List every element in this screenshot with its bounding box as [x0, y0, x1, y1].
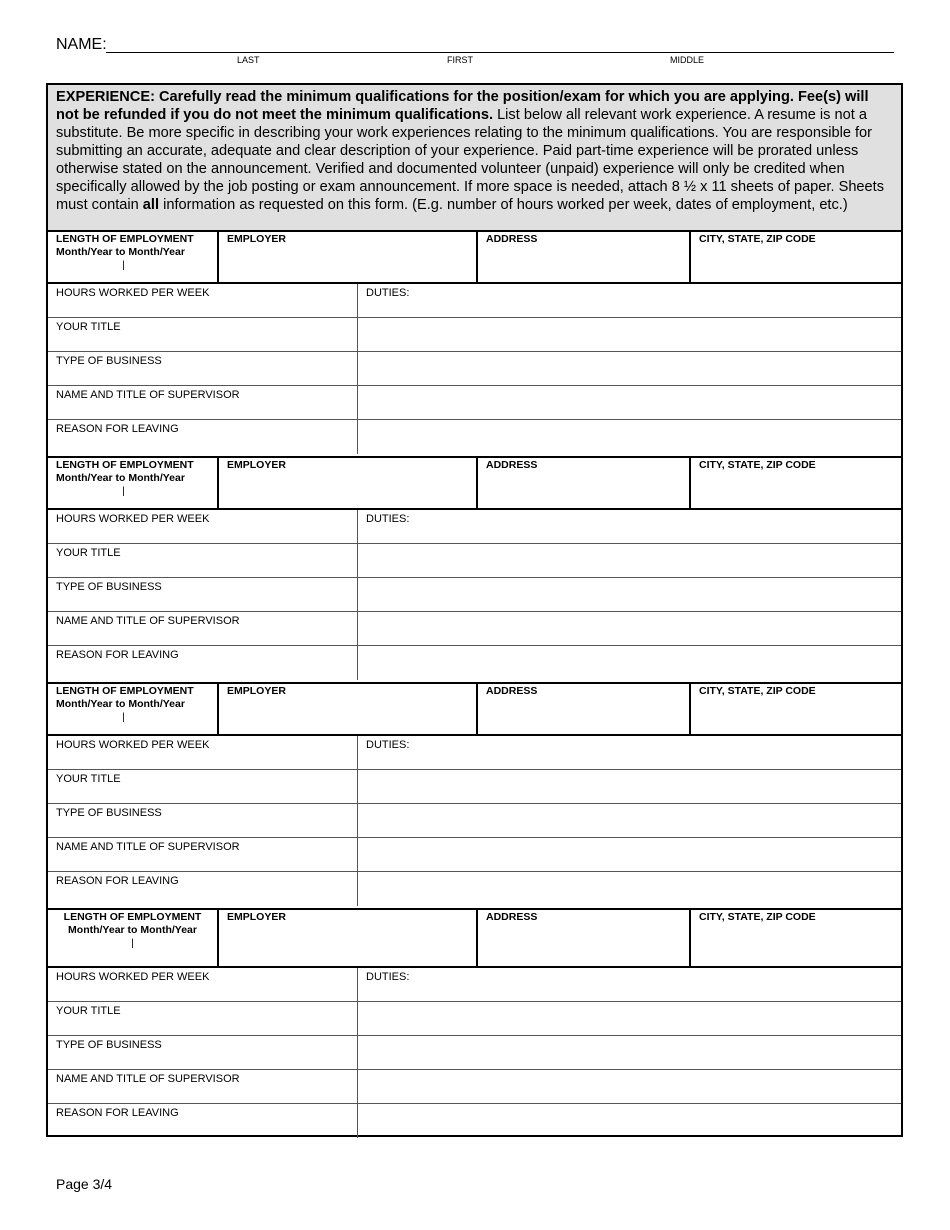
business-cell[interactable]: [48, 352, 357, 385]
address-label: ADDRESS: [486, 685, 538, 697]
title-label: YOUR TITLE: [56, 1005, 121, 1017]
duties-continuation[interactable]: [357, 872, 901, 906]
length-label: LENGTH OF EMPLOYMENT: [56, 233, 194, 245]
employer-label: EMPLOYER: [227, 459, 286, 471]
supervisor-cell[interactable]: [48, 838, 357, 871]
business-row: [48, 352, 901, 386]
supervisor-label: NAME AND TITLE OF SUPERVISOR: [56, 615, 240, 627]
city-state-zip-cell[interactable]: [689, 684, 901, 734]
duties-continuation[interactable]: [357, 420, 901, 454]
address-cell[interactable]: [476, 684, 689, 734]
hours-cell[interactable]: [48, 736, 357, 769]
business-label: TYPE OF BUSINESS: [56, 1039, 162, 1051]
duties-continuation[interactable]: [357, 804, 901, 837]
length-label: LENGTH OF EMPLOYMENT: [63, 911, 202, 923]
duties-continuation[interactable]: [357, 544, 901, 577]
employer-cell[interactable]: [217, 910, 476, 966]
address-cell[interactable]: [476, 232, 689, 282]
business-row: [48, 578, 901, 612]
supervisor-row: [48, 386, 901, 420]
reason-label: REASON FOR LEAVING: [56, 1107, 179, 1119]
instructions-bold-1: EXPERIENCE: Carefully read the minimum qualifications for the position/exam for which you are applying. Fee(s) will not be refunded if you do not meet the minimum qualifications.: [56, 89, 869, 123]
length-of-employment-cell[interactable]: [48, 232, 217, 282]
duties-label: DUTIES:: [366, 739, 410, 751]
title-label: YOUR TITLE: [56, 321, 121, 333]
business-cell[interactable]: [48, 1036, 357, 1069]
title-cell[interactable]: [48, 318, 357, 351]
length-label: LENGTH OF EMPLOYMENT: [56, 459, 194, 471]
supervisor-cell[interactable]: [48, 386, 357, 419]
name-input-line[interactable]: [106, 52, 894, 53]
duties-cell[interactable]: [357, 510, 901, 543]
duties-continuation[interactable]: [357, 578, 901, 611]
hours-cell[interactable]: [48, 510, 357, 543]
reason-label: REASON FOR LEAVING: [56, 423, 179, 435]
instructions-text-2: information as requested on this form. (E.g. number of hours worked per week, dates of employment, etc.): [159, 197, 848, 213]
business-cell[interactable]: [48, 578, 357, 611]
business-label: TYPE OF BUSINESS: [56, 807, 162, 819]
month-year-label: Month/Year to Month/Year: [56, 698, 185, 710]
reason-cell[interactable]: [48, 646, 357, 680]
hours-duties-row: [48, 284, 901, 318]
duties-continuation[interactable]: [357, 318, 901, 351]
section-header: [48, 456, 901, 510]
duties-continuation[interactable]: [357, 1002, 901, 1035]
supervisor-cell[interactable]: [48, 612, 357, 645]
reason-row: [48, 1104, 901, 1138]
duties-continuation[interactable]: [357, 1036, 901, 1069]
address-label: ADDRESS: [486, 233, 538, 245]
page-number: Page 3/4: [56, 1176, 113, 1192]
length-of-employment-cell[interactable]: [48, 910, 217, 966]
duties-continuation[interactable]: [357, 1070, 901, 1103]
supervisor-label: NAME AND TITLE OF SUPERVISOR: [56, 1073, 240, 1085]
employer-cell[interactable]: [217, 684, 476, 734]
duties-continuation[interactable]: [357, 646, 901, 680]
month-year-label: Month/Year to Month/Year: [68, 924, 197, 936]
hours-label: HOURS WORKED PER WEEK: [56, 739, 210, 751]
city-state-zip-cell[interactable]: [689, 910, 901, 966]
hours-label: HOURS WORKED PER WEEK: [56, 287, 210, 299]
address-label: ADDRESS: [486, 459, 538, 471]
length-of-employment-cell[interactable]: [48, 684, 217, 734]
supervisor-row: [48, 1070, 901, 1104]
hours-label: HOURS WORKED PER WEEK: [56, 971, 210, 983]
reason-row: [48, 646, 901, 680]
length-separator: |: [122, 485, 125, 497]
city-state-zip-label: CITY, STATE, ZIP CODE: [699, 459, 816, 471]
address-cell[interactable]: [476, 458, 689, 508]
employer-label: EMPLOYER: [227, 233, 286, 245]
duties-continuation[interactable]: [357, 1104, 901, 1138]
length-separator: |: [122, 711, 125, 723]
hours-label: HOURS WORKED PER WEEK: [56, 513, 210, 525]
duties-continuation[interactable]: [357, 770, 901, 803]
city-state-zip-label: CITY, STATE, ZIP CODE: [699, 685, 816, 697]
business-row: [48, 1036, 901, 1070]
title-row: [48, 770, 901, 804]
city-state-zip-cell[interactable]: [689, 232, 901, 282]
month-year-label: Month/Year to Month/Year: [56, 246, 185, 258]
reason-cell[interactable]: [48, 872, 357, 906]
name-row: [56, 36, 894, 58]
employer-cell[interactable]: [217, 232, 476, 282]
section-header: [48, 682, 901, 736]
city-state-zip-label: CITY, STATE, ZIP CODE: [699, 911, 816, 923]
duties-continuation[interactable]: [357, 838, 901, 871]
instructions-bold-2: all: [142, 197, 160, 213]
supervisor-label: NAME AND TITLE OF SUPERVISOR: [56, 389, 240, 401]
duties-cell[interactable]: [357, 284, 901, 317]
title-label: YOUR TITLE: [56, 547, 121, 559]
first-label: FIRST: [447, 55, 473, 65]
supervisor-label: NAME AND TITLE OF SUPERVISOR: [56, 841, 240, 853]
title-cell[interactable]: [48, 1002, 357, 1035]
length-separator: |: [131, 937, 134, 949]
section-header: [48, 230, 901, 284]
address-label: ADDRESS: [486, 911, 538, 923]
experience-form: [46, 83, 903, 1137]
duties-label: DUTIES:: [366, 513, 410, 525]
title-row: [48, 1002, 901, 1036]
hours-cell[interactable]: [48, 284, 357, 317]
supervisor-row: [48, 612, 901, 646]
supervisor-row: [48, 838, 901, 872]
reason-label: REASON FOR LEAVING: [56, 875, 179, 887]
hours-duties-row: [48, 736, 901, 770]
length-separator: |: [122, 259, 125, 271]
duties-continuation[interactable]: [357, 386, 901, 419]
hours-cell[interactable]: [48, 968, 357, 1001]
title-label: YOUR TITLE: [56, 773, 121, 785]
instructions-text-1: List below all relevant work experience. A resume is not a substitute. Be more specific in describing your work experiences relating to the minimum qualifications. You are responsible for submitting an accurate, adequate and clear description of your experience. Paid part-time experience will be prorated unless otherwise stated on the announcement. Verified and documented volunteer (unpaid) experience will only be credited when specifically allowed by the job posting or exam announcement. If more space is needed, attach 8 ½ x 11 sheets of paper. Sheets must contain: [56, 107, 885, 213]
month-year-label: Month/Year to Month/Year: [56, 472, 185, 484]
address-cell[interactable]: [476, 910, 689, 966]
duties-continuation[interactable]: [357, 612, 901, 645]
section-header: [48, 908, 901, 968]
title-cell[interactable]: [48, 770, 357, 803]
reason-cell[interactable]: [48, 420, 357, 454]
last-label: LAST: [237, 55, 260, 65]
length-label: LENGTH OF EMPLOYMENT: [56, 685, 194, 697]
reason-label: REASON FOR LEAVING: [56, 649, 179, 661]
title-row: [48, 318, 901, 352]
duties-label: DUTIES:: [366, 971, 410, 983]
city-state-zip-cell[interactable]: [689, 458, 901, 508]
reason-row: [48, 420, 901, 454]
business-label: TYPE OF BUSINESS: [56, 355, 162, 367]
title-cell[interactable]: [48, 544, 357, 577]
instructions-block: [48, 85, 901, 231]
middle-label: MIDDLE: [670, 55, 705, 65]
name-label: NAME:: [56, 36, 107, 53]
employer-cell[interactable]: [217, 458, 476, 508]
business-cell[interactable]: [48, 804, 357, 837]
duties-label: DUTIES:: [366, 287, 410, 299]
employer-label: EMPLOYER: [227, 685, 286, 697]
duties-cell[interactable]: [357, 968, 901, 1001]
reason-row: [48, 872, 901, 906]
duties-cell[interactable]: [357, 736, 901, 769]
length-of-employment-cell[interactable]: [48, 458, 217, 508]
hours-duties-row: [48, 510, 901, 544]
city-state-zip-label: CITY, STATE, ZIP CODE: [699, 233, 816, 245]
business-label: TYPE OF BUSINESS: [56, 581, 162, 593]
duties-continuation[interactable]: [357, 352, 901, 385]
title-row: [48, 544, 901, 578]
hours-duties-row: [48, 968, 901, 1002]
reason-cell[interactable]: [48, 1104, 357, 1138]
business-row: [48, 804, 901, 838]
employer-label: EMPLOYER: [227, 911, 286, 923]
supervisor-cell[interactable]: [48, 1070, 357, 1103]
